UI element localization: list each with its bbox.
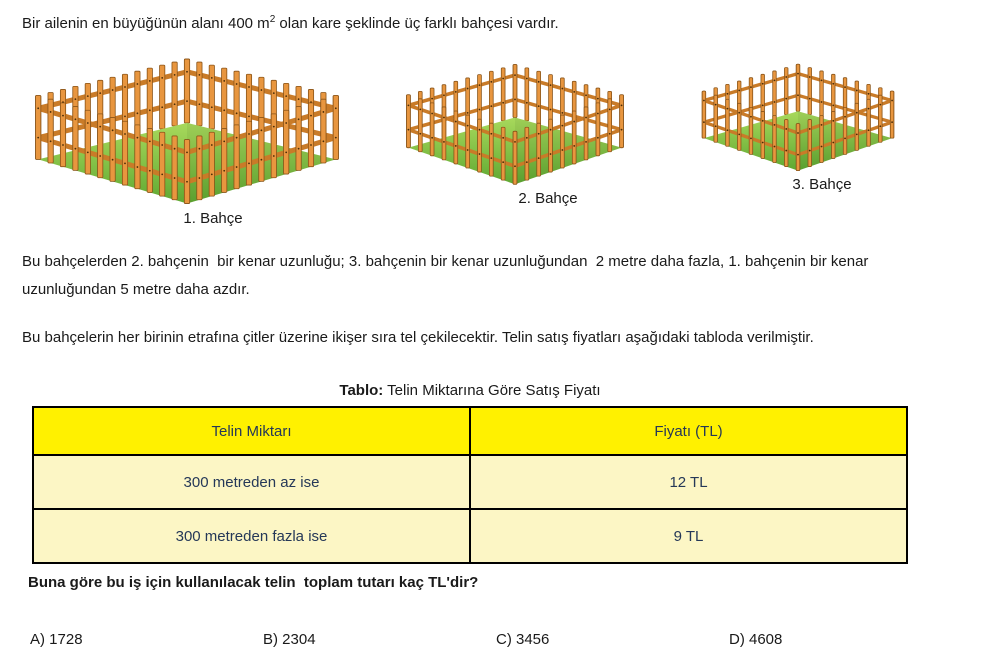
answer-options-row [30, 631, 962, 648]
garden-3-figure [700, 62, 896, 193]
wire-price-paragraph: Bu bahçelerin her birinin etrafına çitler üzerine ikişer sıra tel çekilecektir. Telin satış fiyatları aşağıdaki tabloda verilmiştir. [22, 329, 814, 346]
answer-option-d[interactable]: D) 4608 [729, 631, 783, 648]
cell-amount-row1: 300 metreden az ise [33, 455, 470, 509]
header-cell-price: Fiyatı (TL) [470, 407, 907, 455]
cell-price-row2: 9 TL [470, 509, 907, 563]
garden-1-fence-illustration [32, 56, 342, 208]
answer-option-a[interactable]: A) 1728 [30, 631, 83, 648]
intro-sentence [22, 6, 963, 38]
intro-text-after: olan kare şeklinde üç farklı bahçesi vardır. [275, 15, 559, 32]
garden-3-label: 3. Bahçe [792, 176, 852, 193]
answer-option-b[interactable]: B) 2304 [263, 631, 316, 648]
garden-2-fence-illustration [404, 62, 626, 188]
table-caption [32, 382, 908, 399]
garden-2-figure [404, 62, 626, 207]
cell-amount-row2: 300 metreden fazla ise [33, 509, 470, 563]
side-length-paragraph: Bu bahçelerden 2. bahçenin bir kenar uzunluğu; 3. bahçenin bir kenar uzunluğundan 2 metre daha fazla, 1. bahçenin bir kenar uzunluğundan 5 metre daha azdır. [22, 253, 873, 298]
table-row [33, 455, 907, 509]
garden-1-figure [32, 56, 342, 227]
table-caption-bold: Tablo: [339, 382, 384, 399]
garden-2-label: 2. Bahçe [518, 190, 578, 207]
table-header-row [33, 407, 907, 455]
answer-option-c[interactable]: C) 3456 [496, 631, 550, 648]
table-row [33, 509, 907, 563]
header-cell-amount: Telin Miktarı [33, 407, 470, 455]
garden-3-fence-illustration [700, 62, 896, 174]
garden-1-label: 1. Bahçe [183, 210, 243, 227]
price-table [32, 406, 908, 564]
question-text: Buna göre bu iş için kullanılacak telin toplam tutarı kaç TL'dir? [28, 574, 479, 591]
cell-price-row1: 12 TL [470, 455, 907, 509]
table-caption-text: Telin Miktarına Göre Satış Fiyatı [383, 382, 601, 399]
intro-text: Bir ailenin en büyüğünün alanı 400 m [22, 15, 270, 32]
squared-superscript: 2 [269, 14, 276, 25]
